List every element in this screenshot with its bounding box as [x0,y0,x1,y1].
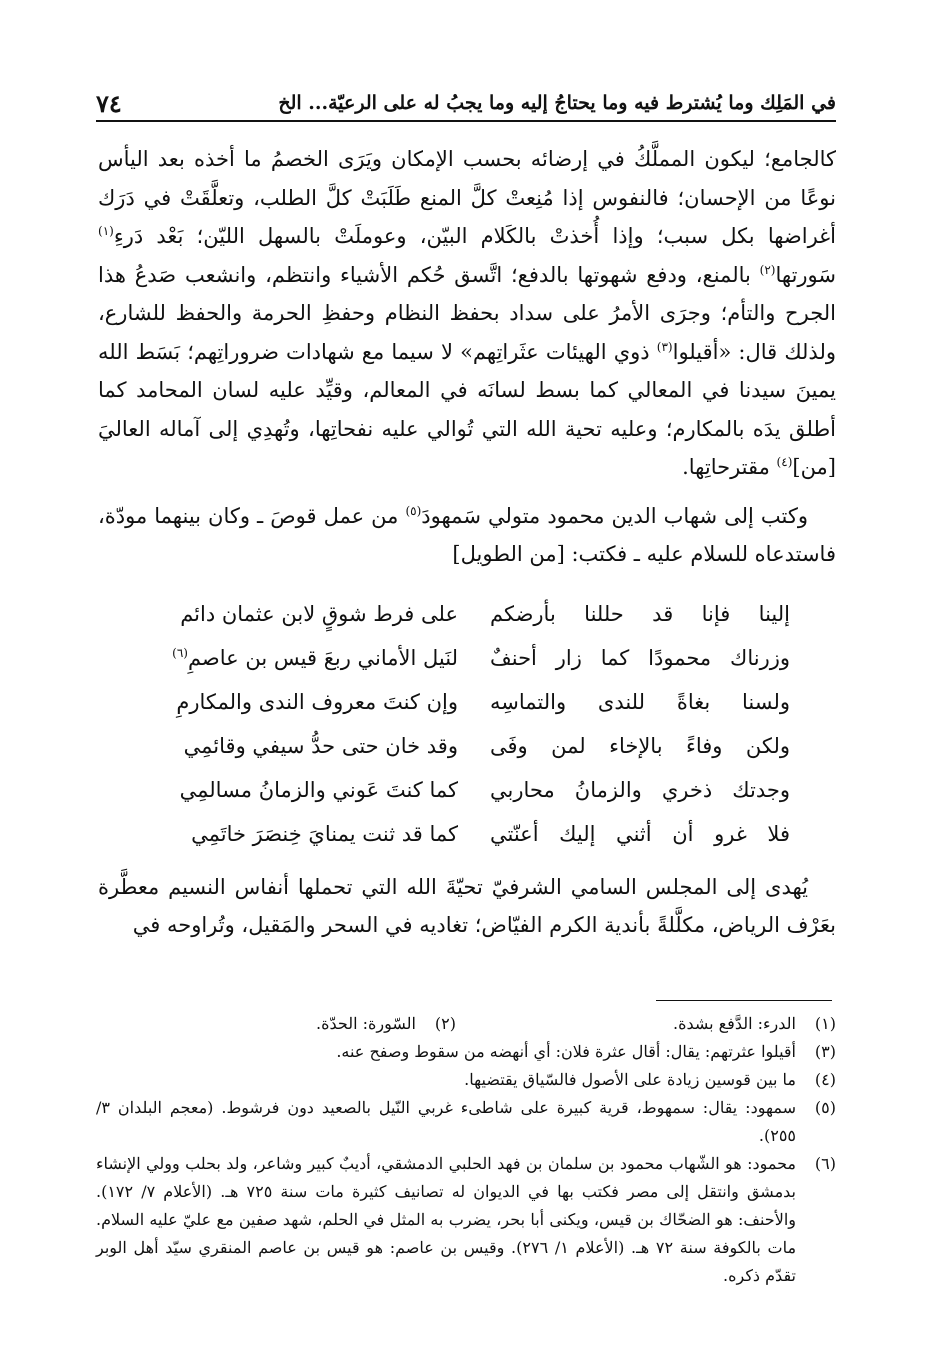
text-run: سَورتها [775,262,836,287]
footnote-ref: (٢) [759,262,776,277]
paragraph-1 [98,140,836,487]
poem [98,592,836,856]
page-header [96,86,836,122]
second-hemistich [98,724,458,768]
footnote-number: (٢) [434,1014,456,1033]
first-hemistich: ولسنا بغاةً للندى والتماسِه [490,689,790,714]
footnote-number: (٣) [814,1042,836,1061]
text-run: ذوي الهيئات عثَراتِهم» لا سيما مع شهادات ضروراتِهم؛ بَسَط الله يمينَ سيدنا في المعالي كما بسط لسانَه في المعالم، وقيِّد عليه لسان المحامد كما أطلق يدَه بالمكارم؛ وعليه تحية الله التي تُوالي عليه نفحاتِها، وتُهدِي إلى آماله العاليَ [من] [98,339,836,479]
footnote-text: الدرء: الدَّفع بشدة. [672,1014,796,1033]
footnote-number: (٦) [814,1154,836,1173]
hemistich-text: وإن كنتَ معروف الندى والمكارمِ [176,689,458,714]
footnote-text: أقيلوا عثرتهم: يقال: أقال عثرة فلان: أي أنهضه من سقوط وصفح عنه. [336,1042,796,1061]
text-run: بالمنع، ودفع شهوتها بالدفع؛ اتَّسق حُكم الأشياء وانتظم، وانشعب صَدعُ هذا الجرح والتأم؛ وجرَى الأمرُ على سداد بحفظ النظام وحفظِ الحرمة والحفظ للشارع، ولذلك قال: «أقيلوا [98,262,836,364]
footnote [96,1066,836,1094]
footnote-number: (٤) [814,1070,836,1089]
footnote [96,1094,836,1150]
footnote-ref: (٦) [172,645,188,660]
hemistich-text: كما قد ثنت يمنايَ خِنصَرَ خاتَمِي [191,821,458,846]
second-hemistich [98,636,458,680]
footnote-number: (١) [814,1014,836,1033]
paragraph-3: يُهدى إلى المجلس السامي الشرفيّ تحيّةَ الله التي تحملها أنفاس النسيم معطَّرة بعَرْف الرياض، مكلَّلةً بأندية الكرم الفيّاض؛ تغاديه في السحر والمَقيل، وتُراوحه في [98,874,836,937]
verse [98,768,836,812]
running-title: في المَلِك وما يُشترط فيه وما يحتاجُ إليه وما يجبُ له على الرعيّة... الخ [278,92,836,114]
text-run: من عمل قوصَ ـ وكان بينهما مودّة، فاستدعاه للسلام عليه ـ فكتب: [من الطويل] [98,503,836,566]
second-hemistich [98,592,458,636]
footnote-pair [96,1010,836,1038]
footnote-number: (٥) [814,1098,836,1117]
footnotes [96,1010,836,1290]
text-run: وكتب إلى شهاب الدين محمود متولي سَمهودَ [421,503,809,528]
footnote-ref: (١) [98,224,114,238]
text-run: كالجامع؛ ليكون المملَّكُ في إرضائه بحسب الإمكان ويَرَى الخصمُ ما أخذه بعد اليأس نوعًا من الإحسان؛ فالنفوس إذا مُنِعتْ كلَّ المنع طَلَبَتْ كلَّ الطلب، وتعلَّقَتْ في دَرَك أغراضها بكل سبب؛ وإذا أُخذتْ بالكَلام البيّن، وعوملَتْ بالسهل الليّن؛ بَعْد دَرءِ [98,147,836,248]
footnote [456,1010,836,1038]
first-hemistich: إلينا فإنا قد حللنا بأرضكم [490,601,790,626]
hemistich-text: وقد خان حتى حدُّ سيفي وقائمِي [183,733,458,758]
text-run: مقترحاتِها. [682,455,777,479]
footnote-ref: (٤) [776,455,793,469]
second-hemistich [98,680,458,724]
paragraph-2 [98,497,836,574]
page-number: ٧٤ [96,88,122,118]
footnote-ref: (٣) [656,339,673,354]
second-hemistich [98,768,458,812]
footnote-separator [656,1000,832,1001]
first-hemistich: ولكن وفاءً بالإخاء لمن وفَى [490,733,790,758]
footnote-text: السّورة: الحدّة. [316,1014,416,1033]
main-text [98,140,836,945]
footnote-ref: (٥) [405,503,422,518]
hemistich-text: كما كنتَ عَوني والزمانُ مسالمِي [179,777,458,802]
footnote [96,1038,836,1066]
verse [98,680,836,724]
first-hemistich: وجدتك ذخري والزمانُ محاربي [490,777,790,802]
verse [98,636,836,680]
first-hemistich: فلا غرو أن أثني إليك أعنّتي [490,821,790,846]
footnote-text: محمود: هو الشّهاب محمود بن سلمان بن فهد الحلبي الدمشقي، أديبٌ كبير وشاعر، ولد بحلب وولي الإنشاء بدمشق وانتقل إلى مصر فكتب بها في الديوان له تصانيف كثيرة مات سنة ٧٢٥ هـ. (الأعلام ٧/ ١٧٢). والأحنف: هو الضحّاك بن قيس، ويكنى أبا بحر، يضرب به المثل في الحلم، شهد صفين مع عليّ عليه السلام. مات بالكوفة سنة ٧٢ هـ. (الأعلام ١/ ٢٧٦). وقيس بن عاصم: هو قيس بن عاصم المنقري سيّد أهل الوبر تقدّم ذكره. [96,1154,797,1285]
verse [98,592,836,636]
hemistich-text: لنَيل الأماني ربعَ قيس بن عاصمِ [187,645,458,670]
verse [98,812,836,856]
footnote [96,1150,836,1290]
second-hemistich [98,812,458,856]
footnote-text: سمهود: يقال: سمهوط، قرية كبيرة على شاطىء غربي النّيل بالصعيد دون فرشوط. (معجم البلدان ٣/ ٢٥٥). [96,1098,796,1145]
first-hemistich: وزرناك محمودًا كما زار أحنفٌ [490,645,790,670]
hemistich-text: على فرط شوقٍ لابن عثمان دائم [180,601,458,626]
footnote [316,1010,456,1038]
footnote-text: ما بين قوسين زيادة على الأصول فالسّياق يقتضيها. [464,1070,796,1089]
verse [98,724,836,768]
